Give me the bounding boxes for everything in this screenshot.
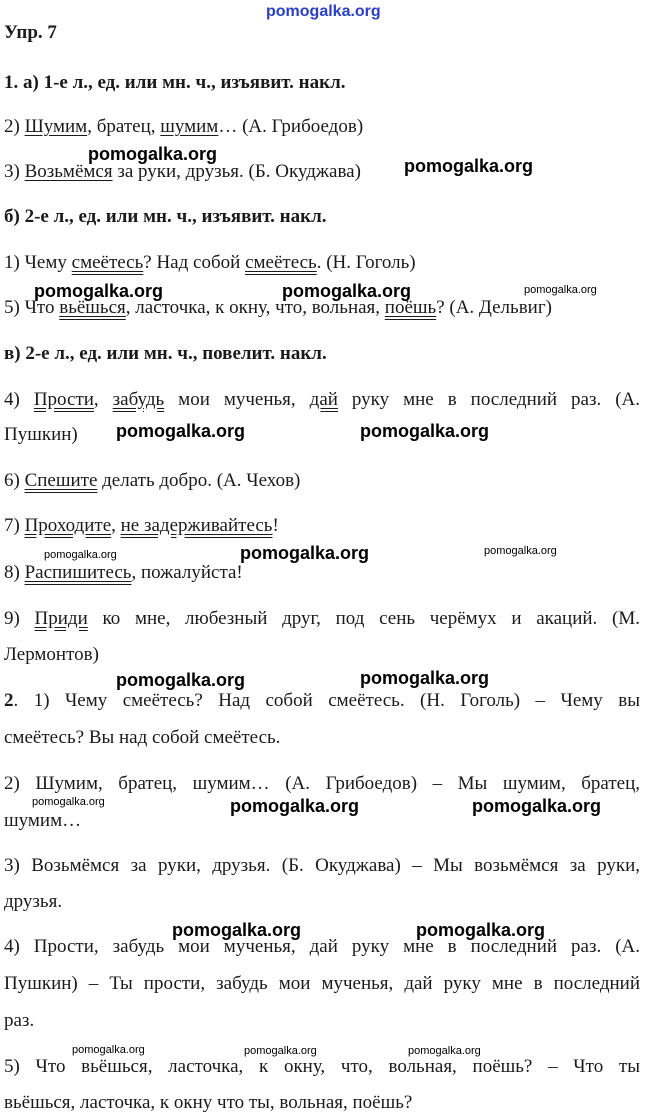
part2-number: 2	[4, 690, 14, 711]
watermark: pomogalka.org	[484, 545, 557, 557]
verb: забудь	[112, 389, 165, 410]
transform-1-line1: 2. 1) Чему смеётесь? Над собой смеётесь. (Н. Гоголь) – Чему вы	[4, 690, 640, 711]
transform-3-line1: 3) Возьмёмся за руки, друзья. (Б. Окуджава) – Мы возьмёмся за руки,	[4, 855, 640, 876]
transform-5-line1: 5) Что вьёшься, ласточка, к окну, что, вольная, поёшь? – Что ты	[4, 1056, 640, 1077]
sentence-b-5: 5) Что вьёшься, ласточка, к окну, что, вольная, поёшь? (А. Дельвиг)	[4, 297, 552, 318]
transform-2-line2: шумим…	[4, 810, 82, 831]
watermark: pomogalka.org	[360, 421, 490, 441]
verb: вьёшься	[59, 297, 126, 318]
verb: Приди	[34, 608, 88, 629]
watermark: pomogalka.org	[116, 670, 246, 690]
transform-1-line2: смеётесь? Вы над собой смеётесь.	[4, 727, 281, 748]
watermark: pomogalka.org	[472, 796, 602, 816]
watermark: pomogalka.org	[88, 144, 218, 164]
sentence-v-7: 7) Проходите, не задерживайтесь!	[4, 515, 279, 536]
watermark: pomogalka.org	[240, 543, 370, 563]
watermark: pomogalka.org	[72, 1044, 145, 1056]
sentence-v-4-cont: Пушкин)	[4, 424, 78, 445]
verb: Шумим	[24, 116, 88, 137]
verb: Распишитесь	[24, 562, 132, 583]
section-v-heading: в) 2-е л., ед. или мн. ч., повелит. накл.	[4, 343, 327, 364]
watermark: pomogalka.org	[34, 281, 164, 301]
watermark: pomogalka.org	[116, 421, 246, 441]
section-a-heading	[4, 72, 640, 94]
transform-2-line1: 2) Шумим, братец, шумим… (А. Грибоедов) – Мы шумим, братец,	[4, 773, 640, 794]
verb: Возьмёмся	[24, 161, 113, 182]
watermark: pomogalka.org	[244, 1045, 317, 1057]
verb: Прости	[33, 389, 94, 410]
verb: Спешите	[24, 470, 98, 491]
watermark: pomogalka.org	[408, 1045, 481, 1057]
sentence-v-8: 8) Распишитесь, пожалуйста!	[4, 562, 243, 583]
sentence-v-4: 4) Прости, забудь мои мученья, дай руку мне в последний раз. (А.	[4, 389, 641, 410]
part1-number: 1	[4, 72, 14, 93]
watermark: pomogalka.org	[404, 156, 534, 176]
sentence-a-2: 2) Шумим, братец, шумим… (А. Грибоедов)	[4, 116, 364, 137]
verb: смеётесь	[245, 252, 317, 273]
transform-4-line1: 4) Прости, забудь мои мученья, дай руку мне в последний раз. (А.	[4, 936, 640, 957]
sentence-b-1: 1) Чему смеётесь? Над собой смеётесь. (Н. Гоголь)	[4, 252, 416, 273]
watermark: pomogalka.org	[44, 549, 117, 561]
watermark-top[interactable]: pomogalka.org	[266, 3, 381, 20]
verb: шумим	[160, 116, 219, 137]
section-a-label: . а) 1-е л., ед. или мн. ч., изъявит. накл.	[13, 72, 346, 93]
sentence-v-6: 6) Спешите делать добро. (А. Чехов)	[4, 470, 301, 491]
verb: дай	[309, 389, 338, 410]
sentence-a-3: 3) Возьмёмся за руки, друзья. (Б. Окуджава)	[4, 161, 361, 182]
watermark: pomogalka.org	[230, 796, 360, 816]
sentence-v-9-cont: Лермонтов)	[4, 644, 99, 665]
exercise-title: Упр. 7	[4, 22, 57, 43]
transform-5-line2: вьёшься, ласточка, к окну что ты, вольная, поёшь?	[4, 1092, 413, 1113]
transform-4-line2: Пушкин) – Ты прости, забудь мои мученья, дай руку мне в последний	[4, 973, 640, 994]
verb: не задерживайтесь	[120, 515, 273, 536]
sentence-v-9: 9) Приди ко мне, любезный друг, под сень черёмух и акаций. (М.	[4, 608, 640, 629]
watermark: pomogalka.org	[172, 920, 302, 940]
section-b-heading: б) 2-е л., ед. или мн. ч., изъявит. накл.	[4, 206, 327, 227]
watermark: pomogalka.org	[282, 281, 412, 301]
verb: смеётесь	[71, 252, 144, 273]
transform-4-line3: раз.	[4, 1010, 35, 1031]
verb: поёшь	[384, 297, 437, 318]
verb: Проходите	[24, 515, 112, 536]
watermark: pomogalka.org	[360, 668, 490, 688]
watermark: pomogalka.org	[524, 284, 597, 296]
transform-3-line2: друзья.	[4, 891, 63, 912]
watermark: pomogalka.org	[32, 796, 105, 808]
watermark: pomogalka.org	[416, 920, 546, 940]
